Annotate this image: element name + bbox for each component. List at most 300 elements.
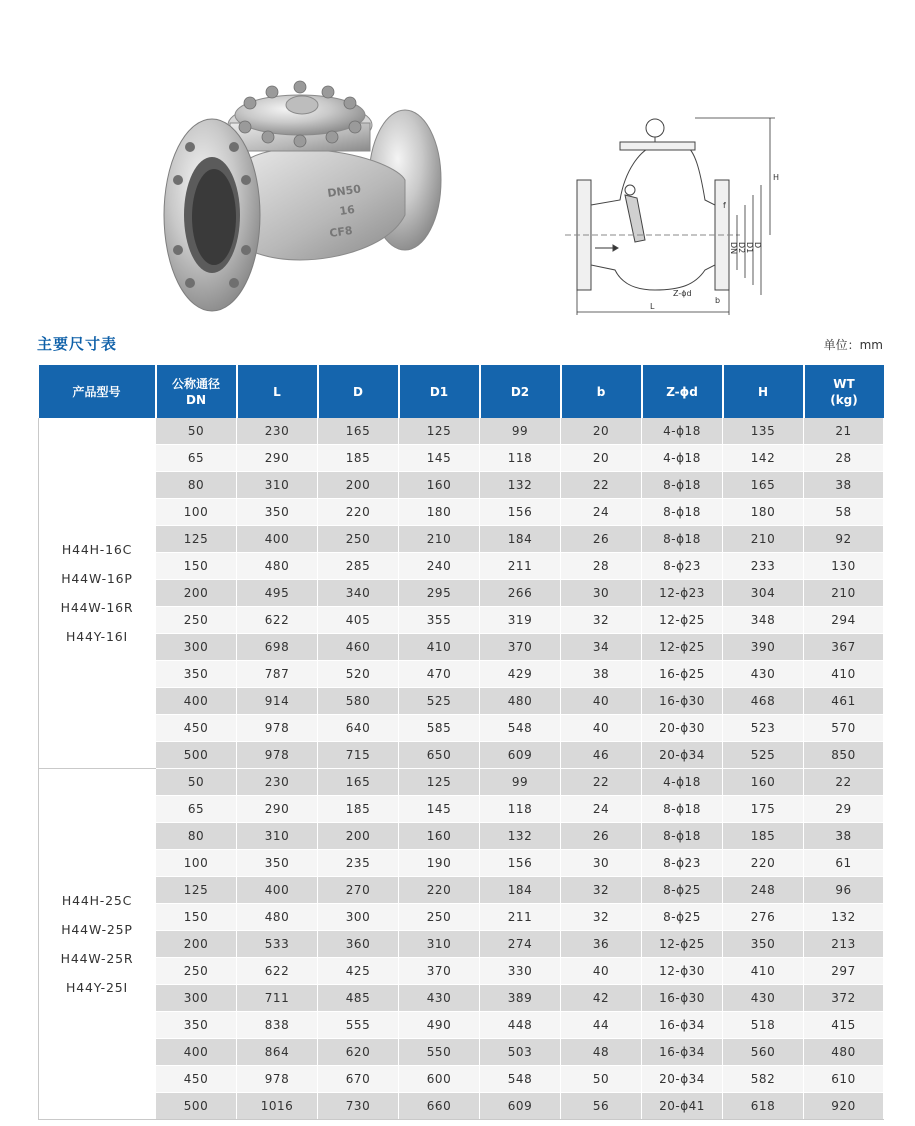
table-cell: 165 <box>318 418 399 445</box>
table-cell: 350 <box>237 499 318 526</box>
table-row <box>39 607 884 634</box>
table-cell: 400 <box>156 688 237 715</box>
table-cell: 430 <box>723 661 804 688</box>
body-marking-material: CF8 <box>328 223 354 240</box>
table-cell: 550 <box>399 1039 480 1066</box>
table-cell: 160 <box>399 823 480 850</box>
table-cell: 370 <box>480 634 561 661</box>
dim-label-f: f <box>723 201 726 210</box>
table-row <box>39 769 884 796</box>
table-cell: 99 <box>480 769 561 796</box>
table-cell: 582 <box>723 1066 804 1093</box>
table-cell: 622 <box>237 958 318 985</box>
table-cell: 485 <box>318 985 399 1012</box>
table-cell: 12-ϕ30 <box>642 958 723 985</box>
body-marking-pn: 16 <box>338 202 356 218</box>
column-header <box>156 365 237 418</box>
table-cell: 20-ϕ30 <box>642 715 723 742</box>
model-number: H44H-25C <box>61 893 133 908</box>
table-cell: 156 <box>480 499 561 526</box>
table-cell: 838 <box>237 1012 318 1039</box>
table-cell: 233 <box>723 553 804 580</box>
table-cell: 184 <box>480 526 561 553</box>
table-cell: 160 <box>723 769 804 796</box>
table-cell: 185 <box>723 823 804 850</box>
dim-label-h: H <box>773 173 780 182</box>
table-cell: 56 <box>561 1093 642 1120</box>
dimension-table <box>38 365 884 1120</box>
table-cell: 920 <box>804 1093 884 1120</box>
model-number: H44Y-16I <box>66 629 128 644</box>
table-cell: 125 <box>399 418 480 445</box>
table-cell: 16-ϕ25 <box>642 661 723 688</box>
table-cell: 400 <box>237 877 318 904</box>
column-header-label: D2 <box>510 384 530 399</box>
table-cell: 274 <box>480 931 561 958</box>
table-cell: 26 <box>561 526 642 553</box>
table-cell: 16-ϕ34 <box>642 1039 723 1066</box>
table-cell: 118 <box>480 796 561 823</box>
table-cell: 480 <box>237 553 318 580</box>
table-cell: 425 <box>318 958 399 985</box>
table-cell: 370 <box>399 958 480 985</box>
table-cell: 698 <box>237 634 318 661</box>
table-cell: 310 <box>399 931 480 958</box>
table-cell: 32 <box>561 904 642 931</box>
table-row <box>39 796 884 823</box>
table-cell: 190 <box>399 850 480 877</box>
table-cell: 28 <box>561 553 642 580</box>
table-cell: 22 <box>561 472 642 499</box>
table-cell: 40 <box>561 715 642 742</box>
dim-label-b: b <box>715 296 721 305</box>
table-cell: 450 <box>156 1066 237 1093</box>
table-cell: 460 <box>318 634 399 661</box>
table-row <box>39 688 884 715</box>
table-cell: 132 <box>480 823 561 850</box>
table-cell: 495 <box>237 580 318 607</box>
table-cell: 16-ϕ34 <box>642 1012 723 1039</box>
table-cell: 266 <box>480 580 561 607</box>
hero-section <box>0 0 915 330</box>
table-cell: 290 <box>237 445 318 472</box>
table-cell: 130 <box>804 553 884 580</box>
table-cell: 50 <box>561 1066 642 1093</box>
table-cell: 787 <box>237 661 318 688</box>
table-cell: 210 <box>804 580 884 607</box>
table-cell: 350 <box>237 850 318 877</box>
table-cell: 533 <box>237 931 318 958</box>
table-cell: 22 <box>804 769 884 796</box>
table-cell: 48 <box>561 1039 642 1066</box>
table-cell: 461 <box>804 688 884 715</box>
table-cell: 156 <box>480 850 561 877</box>
table-cell: 978 <box>237 1066 318 1093</box>
table-cell: 609 <box>480 742 561 769</box>
table-cell: 525 <box>399 688 480 715</box>
table-cell: 300 <box>156 985 237 1012</box>
table-cell: 1016 <box>237 1093 318 1120</box>
table-cell: 410 <box>804 661 884 688</box>
table-cell: 650 <box>399 742 480 769</box>
table-cell: 294 <box>804 607 884 634</box>
table-cell: 20 <box>561 445 642 472</box>
table-cell: 560 <box>723 1039 804 1066</box>
table-cell: 213 <box>804 931 884 958</box>
column-header <box>318 365 399 418</box>
table-cell: 276 <box>723 904 804 931</box>
table-cell: 300 <box>156 634 237 661</box>
column-header <box>237 365 318 418</box>
table-cell: 32 <box>561 607 642 634</box>
table-row <box>39 742 884 769</box>
table-cell: 235 <box>318 850 399 877</box>
table-cell: 350 <box>156 1012 237 1039</box>
column-header <box>399 365 480 418</box>
table-row <box>39 553 884 580</box>
table-cell: 250 <box>399 904 480 931</box>
table-cell: 40 <box>561 958 642 985</box>
table-cell: 220 <box>318 499 399 526</box>
table-cell: 405 <box>318 607 399 634</box>
table-cell: 142 <box>723 445 804 472</box>
table-cell: 330 <box>480 958 561 985</box>
column-header <box>723 365 804 418</box>
column-header <box>561 365 642 418</box>
table-cell: 360 <box>318 931 399 958</box>
table-cell: 36 <box>561 931 642 958</box>
table-cell: 38 <box>804 823 884 850</box>
table-cell: 8-ϕ25 <box>642 877 723 904</box>
model-number: H44Y-25I <box>66 980 128 995</box>
table-cell: 520 <box>318 661 399 688</box>
table-cell: 38 <box>804 472 884 499</box>
table-cell: 389 <box>480 985 561 1012</box>
table-cell: 32 <box>561 877 642 904</box>
table-row <box>39 1012 884 1039</box>
table-cell: 16-ϕ30 <box>642 688 723 715</box>
model-number: H44W-25R <box>60 951 134 966</box>
table-cell: 38 <box>561 661 642 688</box>
table-cell: 44 <box>561 1012 642 1039</box>
table-cell: 125 <box>399 769 480 796</box>
table-cell: 490 <box>399 1012 480 1039</box>
table-row <box>39 823 884 850</box>
table-cell: 4-ϕ18 <box>642 418 723 445</box>
table-cell: 12-ϕ23 <box>642 580 723 607</box>
table-cell: 145 <box>399 796 480 823</box>
table-cell: 250 <box>156 607 237 634</box>
table-cell: 8-ϕ25 <box>642 904 723 931</box>
table-cell: 600 <box>399 1066 480 1093</box>
column-header-label: H <box>757 384 769 399</box>
table-cell: 548 <box>480 1066 561 1093</box>
table-cell: 250 <box>156 958 237 985</box>
table-cell: 8-ϕ18 <box>642 499 723 526</box>
table-cell: 468 <box>723 688 804 715</box>
table-cell: 8-ϕ23 <box>642 850 723 877</box>
table-cell: 609 <box>480 1093 561 1120</box>
table-cell: 185 <box>318 796 399 823</box>
table-cell: 415 <box>804 1012 884 1039</box>
table-cell: 270 <box>318 877 399 904</box>
table-cell: 132 <box>804 904 884 931</box>
table-cell: 184 <box>480 877 561 904</box>
table-cell: 300 <box>318 904 399 931</box>
dim-label-d: D <box>753 242 762 249</box>
table-cell: 864 <box>237 1039 318 1066</box>
model-group-cell <box>39 418 156 769</box>
table-cell: 610 <box>804 1066 884 1093</box>
column-header-label: WT <box>833 376 855 391</box>
table-cell: 210 <box>399 526 480 553</box>
table-cell: 125 <box>156 877 237 904</box>
column-header-label: L <box>273 384 281 399</box>
table-cell: 99 <box>480 418 561 445</box>
table-cell: 230 <box>237 769 318 796</box>
table-row <box>39 418 884 445</box>
table-cell: 525 <box>723 742 804 769</box>
column-header-sublabel: DN <box>185 392 206 407</box>
column-header-label: 产品型号 <box>72 384 121 399</box>
table-cell: 480 <box>804 1039 884 1066</box>
table-cell: 850 <box>804 742 884 769</box>
model-number: H44H-16C <box>61 542 133 557</box>
table-cell: 165 <box>723 472 804 499</box>
table-cell: 240 <box>399 553 480 580</box>
table-cell: 24 <box>561 499 642 526</box>
table-cell: 448 <box>480 1012 561 1039</box>
table-row <box>39 661 884 688</box>
table-cell: 711 <box>237 985 318 1012</box>
table-header-row <box>39 365 884 418</box>
table-cell: 26 <box>561 823 642 850</box>
column-header <box>642 365 723 418</box>
table-cell: 20-ϕ34 <box>642 742 723 769</box>
table-cell: 8-ϕ18 <box>642 796 723 823</box>
table-cell: 585 <box>399 715 480 742</box>
table-cell: 670 <box>318 1066 399 1093</box>
column-header-label: D1 <box>429 384 449 399</box>
table-cell: 175 <box>723 796 804 823</box>
table-row <box>39 499 884 526</box>
table-cell: 450 <box>156 715 237 742</box>
table-cell: 555 <box>318 1012 399 1039</box>
column-header <box>804 365 884 418</box>
table-cell: 135 <box>723 418 804 445</box>
table-cell: 42 <box>561 985 642 1012</box>
table-cell: 523 <box>723 715 804 742</box>
table-cell: 21 <box>804 418 884 445</box>
column-header <box>480 365 561 418</box>
table-row <box>39 1039 884 1066</box>
table-cell: 340 <box>318 580 399 607</box>
table-cell: 400 <box>156 1039 237 1066</box>
table-cell: 61 <box>804 850 884 877</box>
table-cell: 390 <box>723 634 804 661</box>
column-header-label: 公称通径 <box>171 376 220 391</box>
table-cell: 297 <box>804 958 884 985</box>
table-cell: 65 <box>156 796 237 823</box>
table-cell: 150 <box>156 553 237 580</box>
table-cell: 220 <box>723 850 804 877</box>
table-cell: 480 <box>480 688 561 715</box>
table-cell: 640 <box>318 715 399 742</box>
table-cell: 914 <box>237 688 318 715</box>
table-cell: 65 <box>156 445 237 472</box>
table-cell: 8-ϕ23 <box>642 553 723 580</box>
table-cell: 200 <box>156 580 237 607</box>
table-cell: 660 <box>399 1093 480 1120</box>
table-cell: 285 <box>318 553 399 580</box>
table-cell: 40 <box>561 688 642 715</box>
table-cell: 715 <box>318 742 399 769</box>
table-cell: 165 <box>318 769 399 796</box>
table-cell: 24 <box>561 796 642 823</box>
table-cell: 30 <box>561 850 642 877</box>
table-cell: 180 <box>399 499 480 526</box>
table-cell: 211 <box>480 904 561 931</box>
model-number: H44W-25P <box>61 922 133 937</box>
table-cell: 429 <box>480 661 561 688</box>
table-cell: 290 <box>237 796 318 823</box>
table-cell: 12-ϕ25 <box>642 634 723 661</box>
table-cell: 430 <box>399 985 480 1012</box>
table-cell: 92 <box>804 526 884 553</box>
model-group-cell <box>39 769 156 1120</box>
table-cell: 100 <box>156 499 237 526</box>
table-cell: 46 <box>561 742 642 769</box>
table-row <box>39 715 884 742</box>
table-cell: 100 <box>156 850 237 877</box>
table-cell: 12-ϕ25 <box>642 931 723 958</box>
table-cell: 8-ϕ18 <box>642 823 723 850</box>
table-row <box>39 1066 884 1093</box>
table-cell: 978 <box>237 742 318 769</box>
table-cell: 80 <box>156 472 237 499</box>
table-cell: 480 <box>237 904 318 931</box>
column-header <box>39 365 156 418</box>
table-row <box>39 958 884 985</box>
table-cell: 620 <box>318 1039 399 1066</box>
table-cell: 295 <box>399 580 480 607</box>
valve-section-drawing <box>565 100 795 320</box>
table-cell: 348 <box>723 607 804 634</box>
table-cell: 12-ϕ25 <box>642 607 723 634</box>
table-cell: 730 <box>318 1093 399 1120</box>
table-row <box>39 931 884 958</box>
model-number: H44W-16R <box>60 600 134 615</box>
table-cell: 118 <box>480 445 561 472</box>
table-cell: 145 <box>399 445 480 472</box>
table-cell: 8-ϕ18 <box>642 472 723 499</box>
dim-label-dn: DN <box>729 242 738 255</box>
table-cell: 180 <box>723 499 804 526</box>
dim-label-d2: D2 <box>737 242 746 254</box>
table-cell: 80 <box>156 823 237 850</box>
table-cell: 430 <box>723 985 804 1012</box>
table-cell: 200 <box>318 472 399 499</box>
table-cell: 355 <box>399 607 480 634</box>
table-row <box>39 850 884 877</box>
table-cell: 200 <box>156 931 237 958</box>
table-cell: 58 <box>804 499 884 526</box>
table-row <box>39 580 884 607</box>
table-cell: 230 <box>237 418 318 445</box>
table-cell: 372 <box>804 985 884 1012</box>
table-row <box>39 1093 884 1120</box>
dim-label-zd: Z-ϕd <box>673 289 692 298</box>
table-cell: 8-ϕ18 <box>642 526 723 553</box>
dim-label-d1: D1 <box>745 242 754 254</box>
table-cell: 400 <box>237 526 318 553</box>
table-cell: 248 <box>723 877 804 904</box>
table-cell: 220 <box>399 877 480 904</box>
table-cell: 570 <box>804 715 884 742</box>
table-row <box>39 634 884 661</box>
table-row <box>39 877 884 904</box>
table-cell: 503 <box>480 1039 561 1066</box>
table-cell: 210 <box>723 526 804 553</box>
table-cell: 470 <box>399 661 480 688</box>
table-cell: 150 <box>156 904 237 931</box>
table-cell: 50 <box>156 769 237 796</box>
table-cell: 518 <box>723 1012 804 1039</box>
section-title: 主要尺寸表 <box>37 335 118 353</box>
table-row <box>39 985 884 1012</box>
column-header-sublabel: (kg) <box>830 392 858 407</box>
table-cell: 622 <box>237 607 318 634</box>
table-cell: 20-ϕ34 <box>642 1066 723 1093</box>
table-row <box>39 472 884 499</box>
table-cell: 310 <box>237 472 318 499</box>
table-cell: 28 <box>804 445 884 472</box>
table-cell: 160 <box>399 472 480 499</box>
table-cell: 16-ϕ30 <box>642 985 723 1012</box>
table-cell: 310 <box>237 823 318 850</box>
table-cell: 211 <box>480 553 561 580</box>
table-cell: 34 <box>561 634 642 661</box>
table-cell: 410 <box>399 634 480 661</box>
table-cell: 29 <box>804 796 884 823</box>
table-cell: 200 <box>318 823 399 850</box>
table-cell: 185 <box>318 445 399 472</box>
model-number: H44W-16P <box>61 571 133 586</box>
table-cell: 4-ϕ18 <box>642 769 723 796</box>
table-cell: 96 <box>804 877 884 904</box>
body-marking-dn: DN50 <box>326 182 362 200</box>
table-cell: 580 <box>318 688 399 715</box>
table-cell: 319 <box>480 607 561 634</box>
table-cell: 350 <box>723 931 804 958</box>
unit-label: 单位：mm <box>823 338 883 352</box>
dim-label-l: L <box>650 302 655 311</box>
table-cell: 250 <box>318 526 399 553</box>
table-cell: 978 <box>237 715 318 742</box>
table-row <box>39 526 884 553</box>
table-cell: 500 <box>156 1093 237 1120</box>
table-cell: 20 <box>561 418 642 445</box>
table-cell: 367 <box>804 634 884 661</box>
table-cell: 350 <box>156 661 237 688</box>
table-cell: 20-ϕ41 <box>642 1093 723 1120</box>
table-cell: 4-ϕ18 <box>642 445 723 472</box>
table-cell: 30 <box>561 580 642 607</box>
table-row <box>39 445 884 472</box>
table-cell: 304 <box>723 580 804 607</box>
table-cell: 548 <box>480 715 561 742</box>
table-cell: 50 <box>156 418 237 445</box>
